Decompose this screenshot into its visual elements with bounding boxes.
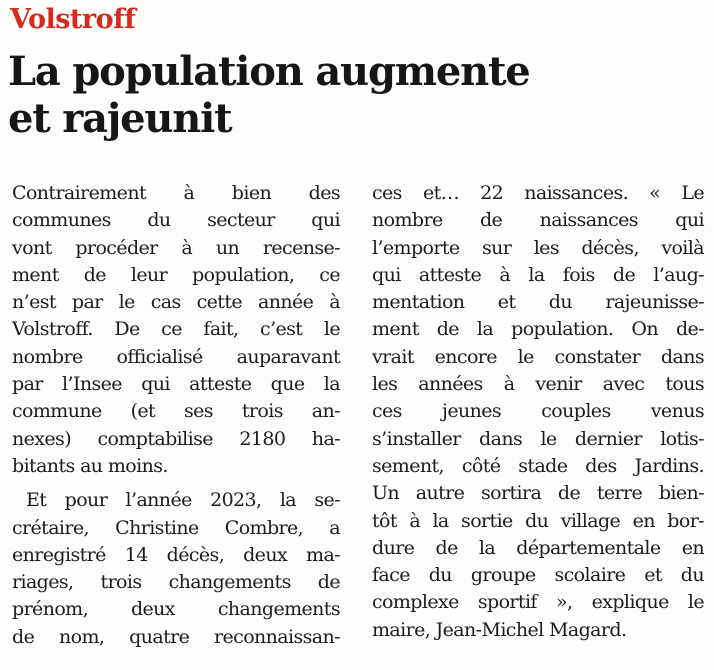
text-line: dure de la départementale en (372, 536, 704, 559)
text-line: mentation et du rajeunisse- (372, 291, 704, 314)
text-line: n’est par le cas cette année à (12, 291, 340, 314)
text-line: de nom, quatre reconnaissan- (12, 625, 340, 648)
headline-line-1: La population augmente (8, 48, 530, 95)
text-line: Et pour l’année 2023, la se- (26, 489, 340, 512)
text-line: vrait encore le constater dans (372, 345, 704, 368)
text-line: les années à venir avec tous (372, 373, 704, 396)
article-column-left (12, 180, 340, 651)
text-line: Contrairement à bien des (12, 182, 340, 204)
text-line: ment de leur population, ce (12, 263, 340, 286)
text-line: qui atteste à la fois de l’aug- (372, 263, 704, 286)
text-line: crétaire, Christine Combre, a (12, 516, 340, 539)
section-kicker: Volstroff (10, 4, 136, 35)
text-line: riages, trois changements de (12, 571, 340, 594)
text-line: l’emporte sur les décès, voilà (372, 236, 704, 259)
text-line: nombre de naissances qui (372, 209, 704, 232)
text-line: complexe sportif », explique le (372, 591, 704, 614)
text-line: communes du secteur qui (12, 209, 340, 232)
text-line: nexes) comptabilise 2180 ha- (12, 427, 340, 450)
text-line: prénom, deux changements (12, 598, 340, 621)
text-line: nombre officialisé auparavant (12, 345, 340, 368)
text-line: Un autre sortira de terre bien- (372, 482, 704, 505)
text-line: bitants au moins. (12, 454, 168, 477)
text-line: vont procéder à un recense- (12, 236, 340, 259)
text-line: ces jeunes couples venus (372, 400, 704, 423)
text-line: face du groupe scolaire et du (372, 564, 704, 587)
text-line: enregistré 14 décès, deux ma- (12, 543, 340, 566)
text-line: commune (et ses trois an- (12, 400, 340, 423)
article-headline (8, 48, 708, 142)
text-line: sement, côté stade des Jardins. (372, 454, 704, 477)
text-line: Volstroff. De ce fait, c’est le (12, 318, 340, 341)
text-line: maire, Jean-Michel Magard. (372, 618, 627, 641)
text-line: tôt à la sortie du village en bor- (372, 509, 704, 532)
article-column-right (372, 180, 704, 644)
text-line: ces et… 22 naissances. « Le (372, 182, 704, 204)
text-line: par l’Insee qui atteste que la (12, 373, 340, 396)
text-line: s’installer dans le dernier lotis- (372, 427, 704, 450)
headline-line-2: et rajeunit (8, 95, 232, 142)
text-line: ment de la population. On de- (372, 318, 704, 341)
